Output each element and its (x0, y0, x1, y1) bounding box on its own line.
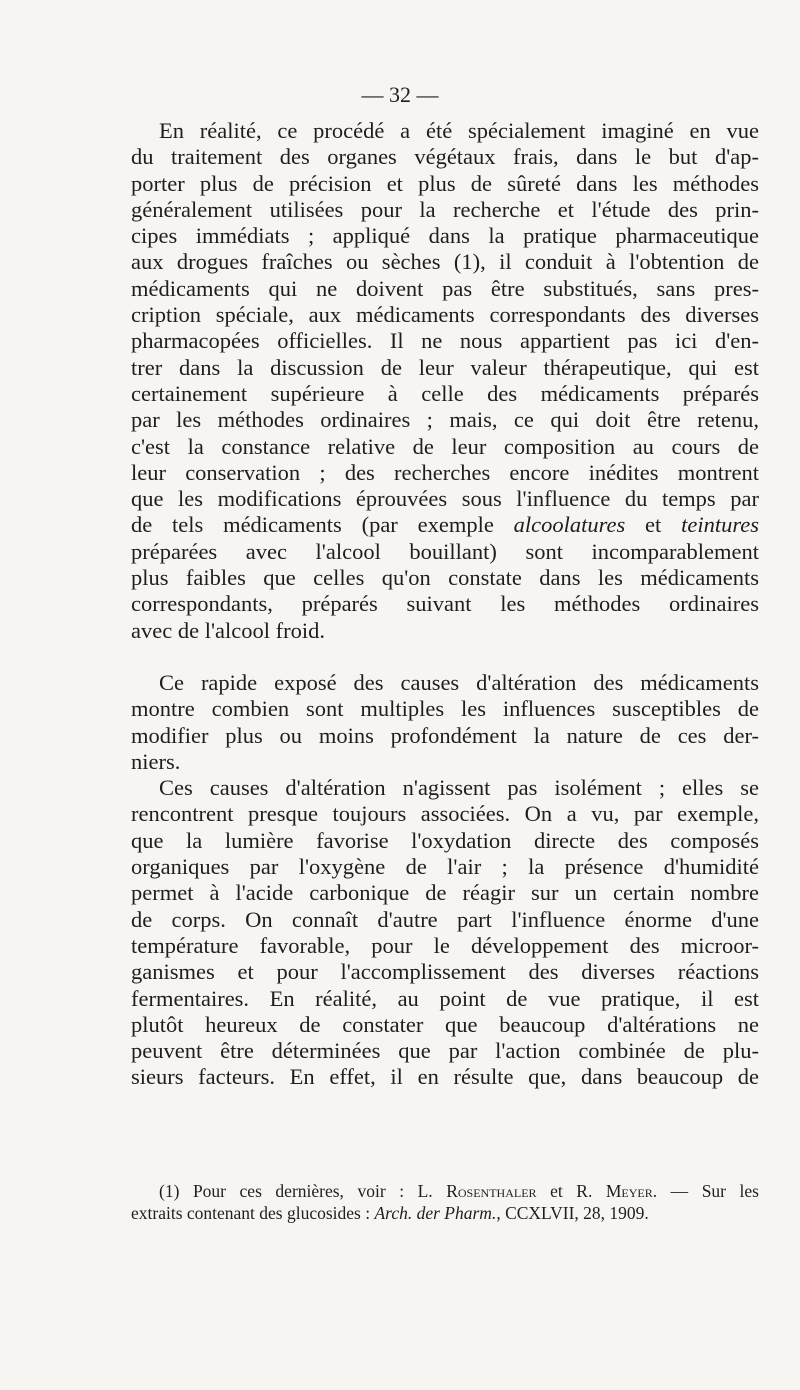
text-line: cription spéciale, aux médicaments correspondants des diverses (131, 302, 759, 328)
text-line: Ces causes d'altération n'agissent pas isolément ; elles se (159, 775, 759, 801)
page-number: — 32 — (361, 82, 439, 107)
text-run: . — Sur les (652, 1181, 759, 1201)
text-line: médicaments qui ne doivent pas être substitués, sans pres- (131, 275, 759, 301)
text-run: et R. (536, 1181, 606, 1201)
text-line: que les modifications éprouvées sous l'influence du temps par (131, 486, 759, 512)
paragraph-2 (131, 670, 759, 775)
text-line: permet à l'acide carbonique de réagir sur un certain nombre (131, 880, 759, 906)
text-line: porter plus de précision et plus de sûreté dans les méthodes (131, 170, 759, 196)
text-line: avec de l'alcool froid. (131, 617, 325, 643)
footnote (131, 1180, 759, 1224)
text-line-with-italics (131, 512, 759, 538)
text-line: de corps. On connaît d'autre part l'influence énorme d'une (131, 906, 759, 932)
text-line: leur conservation ; des recherches encore inédites montrent (131, 459, 759, 485)
text-line: aux drogues fraîches ou sèches (1), il conduit à l'obtention de (131, 249, 759, 275)
text-line: trer dans la discussion de leur valeur thérapeutique, qui est (131, 354, 759, 380)
text-line: organiques par l'oxygène de l'air ; la présence d'humidité (131, 854, 759, 880)
text-line: ganismes et pour l'accomplissement des diverses réactions (131, 959, 759, 985)
footnote-line (131, 1202, 759, 1224)
text-line: par les méthodes ordinaires ; mais, ce qui doit être retenu, (131, 407, 759, 433)
text-line: que la lumière favorise l'oxydation directe des composés (131, 827, 759, 853)
text-line: plutôt heureux de constater que beaucoup d'altérations ne (131, 1011, 759, 1037)
text-line: cipes immédiats ; appliqué dans la pratique pharmaceutique (131, 223, 759, 249)
text-line: du traitement des organes végétaux frais, dans le but d'ap- (131, 144, 759, 170)
text-run: et (625, 512, 682, 538)
text-run: de tels médicaments (par exemple (131, 512, 514, 538)
text-run: , CCXLVII, 28, 1909. (496, 1203, 649, 1223)
text-line: Ce rapide exposé des causes d'altération des médicaments (159, 669, 759, 695)
journal-title: Arch. der Pharm. (374, 1203, 497, 1223)
text-line: généralement utilisées pour la recherche et l'étude des prin- (131, 196, 759, 222)
text-run: (1) Pour ces dernières, voir : L. (159, 1181, 447, 1201)
body-text (131, 118, 759, 1091)
paragraph-gap (131, 644, 759, 670)
paragraph-3 (131, 775, 759, 1091)
text-line: c'est la constance relative de leur composition au cours de (131, 433, 759, 459)
text-line: peuvent être déterminées que par l'action combinée de plu- (131, 1038, 759, 1064)
text-line: pharmacopées officielles. Il ne nous appartient pas ici d'en- (131, 328, 759, 354)
author-name: Rosenthaler (446, 1181, 537, 1201)
text-line: préparées avec l'alcool bouillant) sont incomparablement (131, 538, 759, 564)
text-line: niers. (131, 748, 181, 774)
text-line: température favorable, pour le développement des microor- (131, 932, 759, 958)
italic-term: teintures (681, 512, 759, 538)
text-line: certainement supérieure à celle des médicaments préparés (131, 380, 759, 406)
text-line: En réalité, ce procédé a été spécialement imaginé en vue (159, 118, 759, 143)
text-line: fermentaires. En réalité, au point de vue pratique, il est (131, 985, 759, 1011)
author-name: Meyer (605, 1181, 653, 1201)
paragraph-1 (131, 118, 759, 644)
text-line: correspondants, préparés suivant les méthodes ordinaires (131, 591, 759, 617)
italic-term: alcoolatures (513, 512, 626, 538)
text-line: plus faibles que celles qu'on constate dans les médicaments (131, 565, 759, 591)
text-line: sieurs facteurs. En effet, il en résulte que, dans beaucoup de (131, 1064, 759, 1090)
text-run: extraits contenant des glucosides : (131, 1203, 375, 1223)
text-line: montre combien sont multiples les influences susceptibles de (131, 696, 759, 722)
text-line: rencontrent presque toujours associées. On a vu, par exemple, (131, 801, 759, 827)
text-line: modifier plus ou moins profondément la nature de ces der- (131, 722, 759, 748)
footnote-line (131, 1180, 759, 1202)
